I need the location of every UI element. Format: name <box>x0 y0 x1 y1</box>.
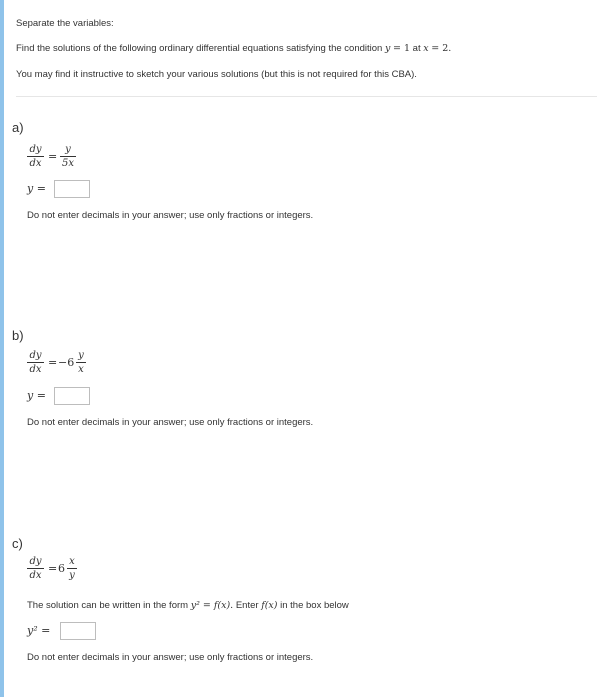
rhs-denominator: x <box>78 364 84 375</box>
answer-lhs-text: y = <box>27 182 46 195</box>
question-accent-bar <box>0 0 4 697</box>
part-label: c) <box>12 536 23 551</box>
answer-lhs-text: y² = <box>27 624 51 637</box>
condition-y: y <box>384 43 391 54</box>
form-fx: f(x) <box>261 600 278 611</box>
fraction-bar <box>67 568 77 569</box>
intro-heading: Separate the variables: <box>16 18 114 29</box>
fraction-bar <box>27 568 44 569</box>
rhs-numerator: y <box>78 350 84 361</box>
part-label: b) <box>12 328 24 343</box>
answer-input-b[interactable] <box>54 387 90 405</box>
rhs-numerator: x <box>69 556 75 567</box>
form-suffix: in the box below <box>280 600 349 611</box>
fraction-bar <box>27 156 44 157</box>
derivative-denominator: dx <box>29 158 42 169</box>
equals-sign: = <box>48 562 58 575</box>
answer-lhs <box>27 182 46 195</box>
condition-eq1: = 1 <box>392 43 411 54</box>
intro-instruction <box>16 43 451 54</box>
derivative-numerator: dy <box>29 144 42 155</box>
condition-eq2: = 2. <box>431 43 452 54</box>
fraction-bar <box>60 156 76 157</box>
decimal-note: Do not enter decimals in your answer; use only fractions or integers. <box>27 210 314 221</box>
question-intro <box>16 0 597 97</box>
condition-x: x <box>423 43 429 54</box>
answer-lhs <box>27 389 46 402</box>
rhs-fraction <box>76 350 86 375</box>
equals-sign: = <box>48 150 58 163</box>
rhs-numerator: y <box>65 144 71 155</box>
form-prefix: The solution can be written in the form <box>27 600 189 611</box>
derivative-numerator: dy <box>29 350 42 361</box>
rhs-denominator: 5x <box>61 158 74 169</box>
answer-input-c[interactable] <box>60 622 96 640</box>
derivative-numerator: dy <box>29 556 42 567</box>
derivative-fraction <box>27 144 44 169</box>
equals-sign: = <box>48 356 58 369</box>
form-instruction <box>27 600 349 611</box>
answer-input-a[interactable] <box>54 180 90 198</box>
coefficient: 6 <box>58 562 65 575</box>
decimal-note: Do not enter decimals in your answer; use only fractions or integers. <box>27 417 314 428</box>
answer-lhs <box>27 624 50 637</box>
form-equation: y² = f(x). <box>190 600 234 611</box>
derivative-fraction <box>27 350 44 375</box>
fraction-bar <box>27 362 44 363</box>
coefficient: −6 <box>58 356 75 369</box>
derivative-denominator: dx <box>29 364 42 375</box>
derivative-fraction <box>27 556 44 581</box>
derivative-denominator: dx <box>29 570 42 581</box>
answer-lhs-text: y = <box>27 389 46 402</box>
part-label: a) <box>12 120 24 135</box>
rhs-denominator: y <box>69 570 75 581</box>
condition-at: at <box>412 43 421 54</box>
rhs-fraction <box>67 556 77 581</box>
fraction-bar <box>76 362 86 363</box>
rhs-fraction <box>60 144 76 169</box>
instruction-text: Find the solutions of the following ordinary differential equations satisfying the condition <box>16 43 383 54</box>
intro-sketch-note: You may find it instructive to sketch your various solutions (but this is not required for this CBA). <box>16 69 417 80</box>
form-enter: Enter <box>235 600 259 611</box>
decimal-note: Do not enter decimals in your answer; use only fractions or integers. <box>27 652 314 663</box>
